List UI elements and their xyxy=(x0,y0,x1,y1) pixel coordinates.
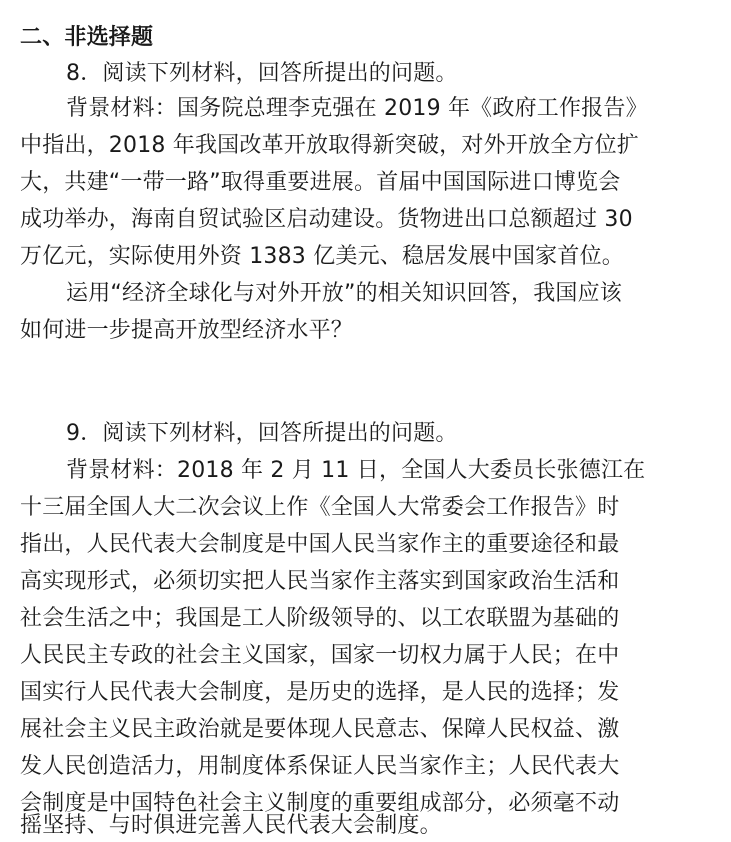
question-9-text-line: 高实现形式，必须切实把人民当家作主落实到国家政治生活和 xyxy=(20,569,620,594)
question-8-text-line: 万亿元，实际使用外资 1383 亿美元、稳居发展中国家首位。 xyxy=(20,244,624,269)
question-9-text-line: 十三届全国人大二次会议上作《全国人大常委会工作报告》时 xyxy=(20,495,620,520)
question-9-text-line: 社会生活之中；我国是工人阶级领导的、以工农联盟为基础的 xyxy=(20,606,620,631)
question-8-text-line: 成功举办，海南自贸试验区启动建设。货物进出口总额超过 30 xyxy=(20,207,633,232)
question-9-text-line: 摇坚持、与时俱进完善人民代表大会制度。 xyxy=(20,813,442,838)
question-8-text-line: 背景材料：国务院总理李克强在 2019 年《政府工作报告》 xyxy=(66,96,648,121)
question-8-prompt-line: 运用“经济全球化与对外开放”的相关知识回答，我国应该 xyxy=(66,281,622,306)
question-9-text-line: 发人民创造活力，用制度体系保证人民当家作主；人民代表大 xyxy=(20,754,620,779)
question-8-heading: 8．阅读下列材料，回答所提出的问题。 xyxy=(66,61,458,86)
question-9-text-line: 会制度是中国特色社会主义制度的重要组成部分，必须毫不动 xyxy=(20,791,620,816)
question-9-text-line: 国实行人民代表大会制度，是历史的选择，是人民的选择；发 xyxy=(20,680,620,705)
question-9-text-line: 指出，人民代表大会制度是中国人民当家作主的重要途径和最 xyxy=(20,532,620,557)
question-9-text-line: 展社会主义民主政治就是要体现人民意志、保障人民权益、激 xyxy=(20,717,620,742)
question-8-prompt-line: 如何进一步提高开放型经济水平？ xyxy=(20,318,354,343)
question-8-text-line: 中指出，2018 年我国改革开放取得新突破，对外开放全方位扩 xyxy=(20,133,639,158)
question-8-text-line: 大，共建“一带一路”取得重要进展。首届中国国际进口博览会 xyxy=(20,170,621,195)
section-title: 二、非选择题 xyxy=(20,25,154,50)
question-9-text-line: 背景材料：2018 年 2 月 11 日，全国人大委员长张德江在 xyxy=(66,458,646,483)
question-9-heading: 9．阅读下列材料，回答所提出的问题。 xyxy=(66,421,458,446)
question-9-text-line: 人民民主专政的社会主义国家，国家一切权力属于人民；在中 xyxy=(20,643,620,668)
